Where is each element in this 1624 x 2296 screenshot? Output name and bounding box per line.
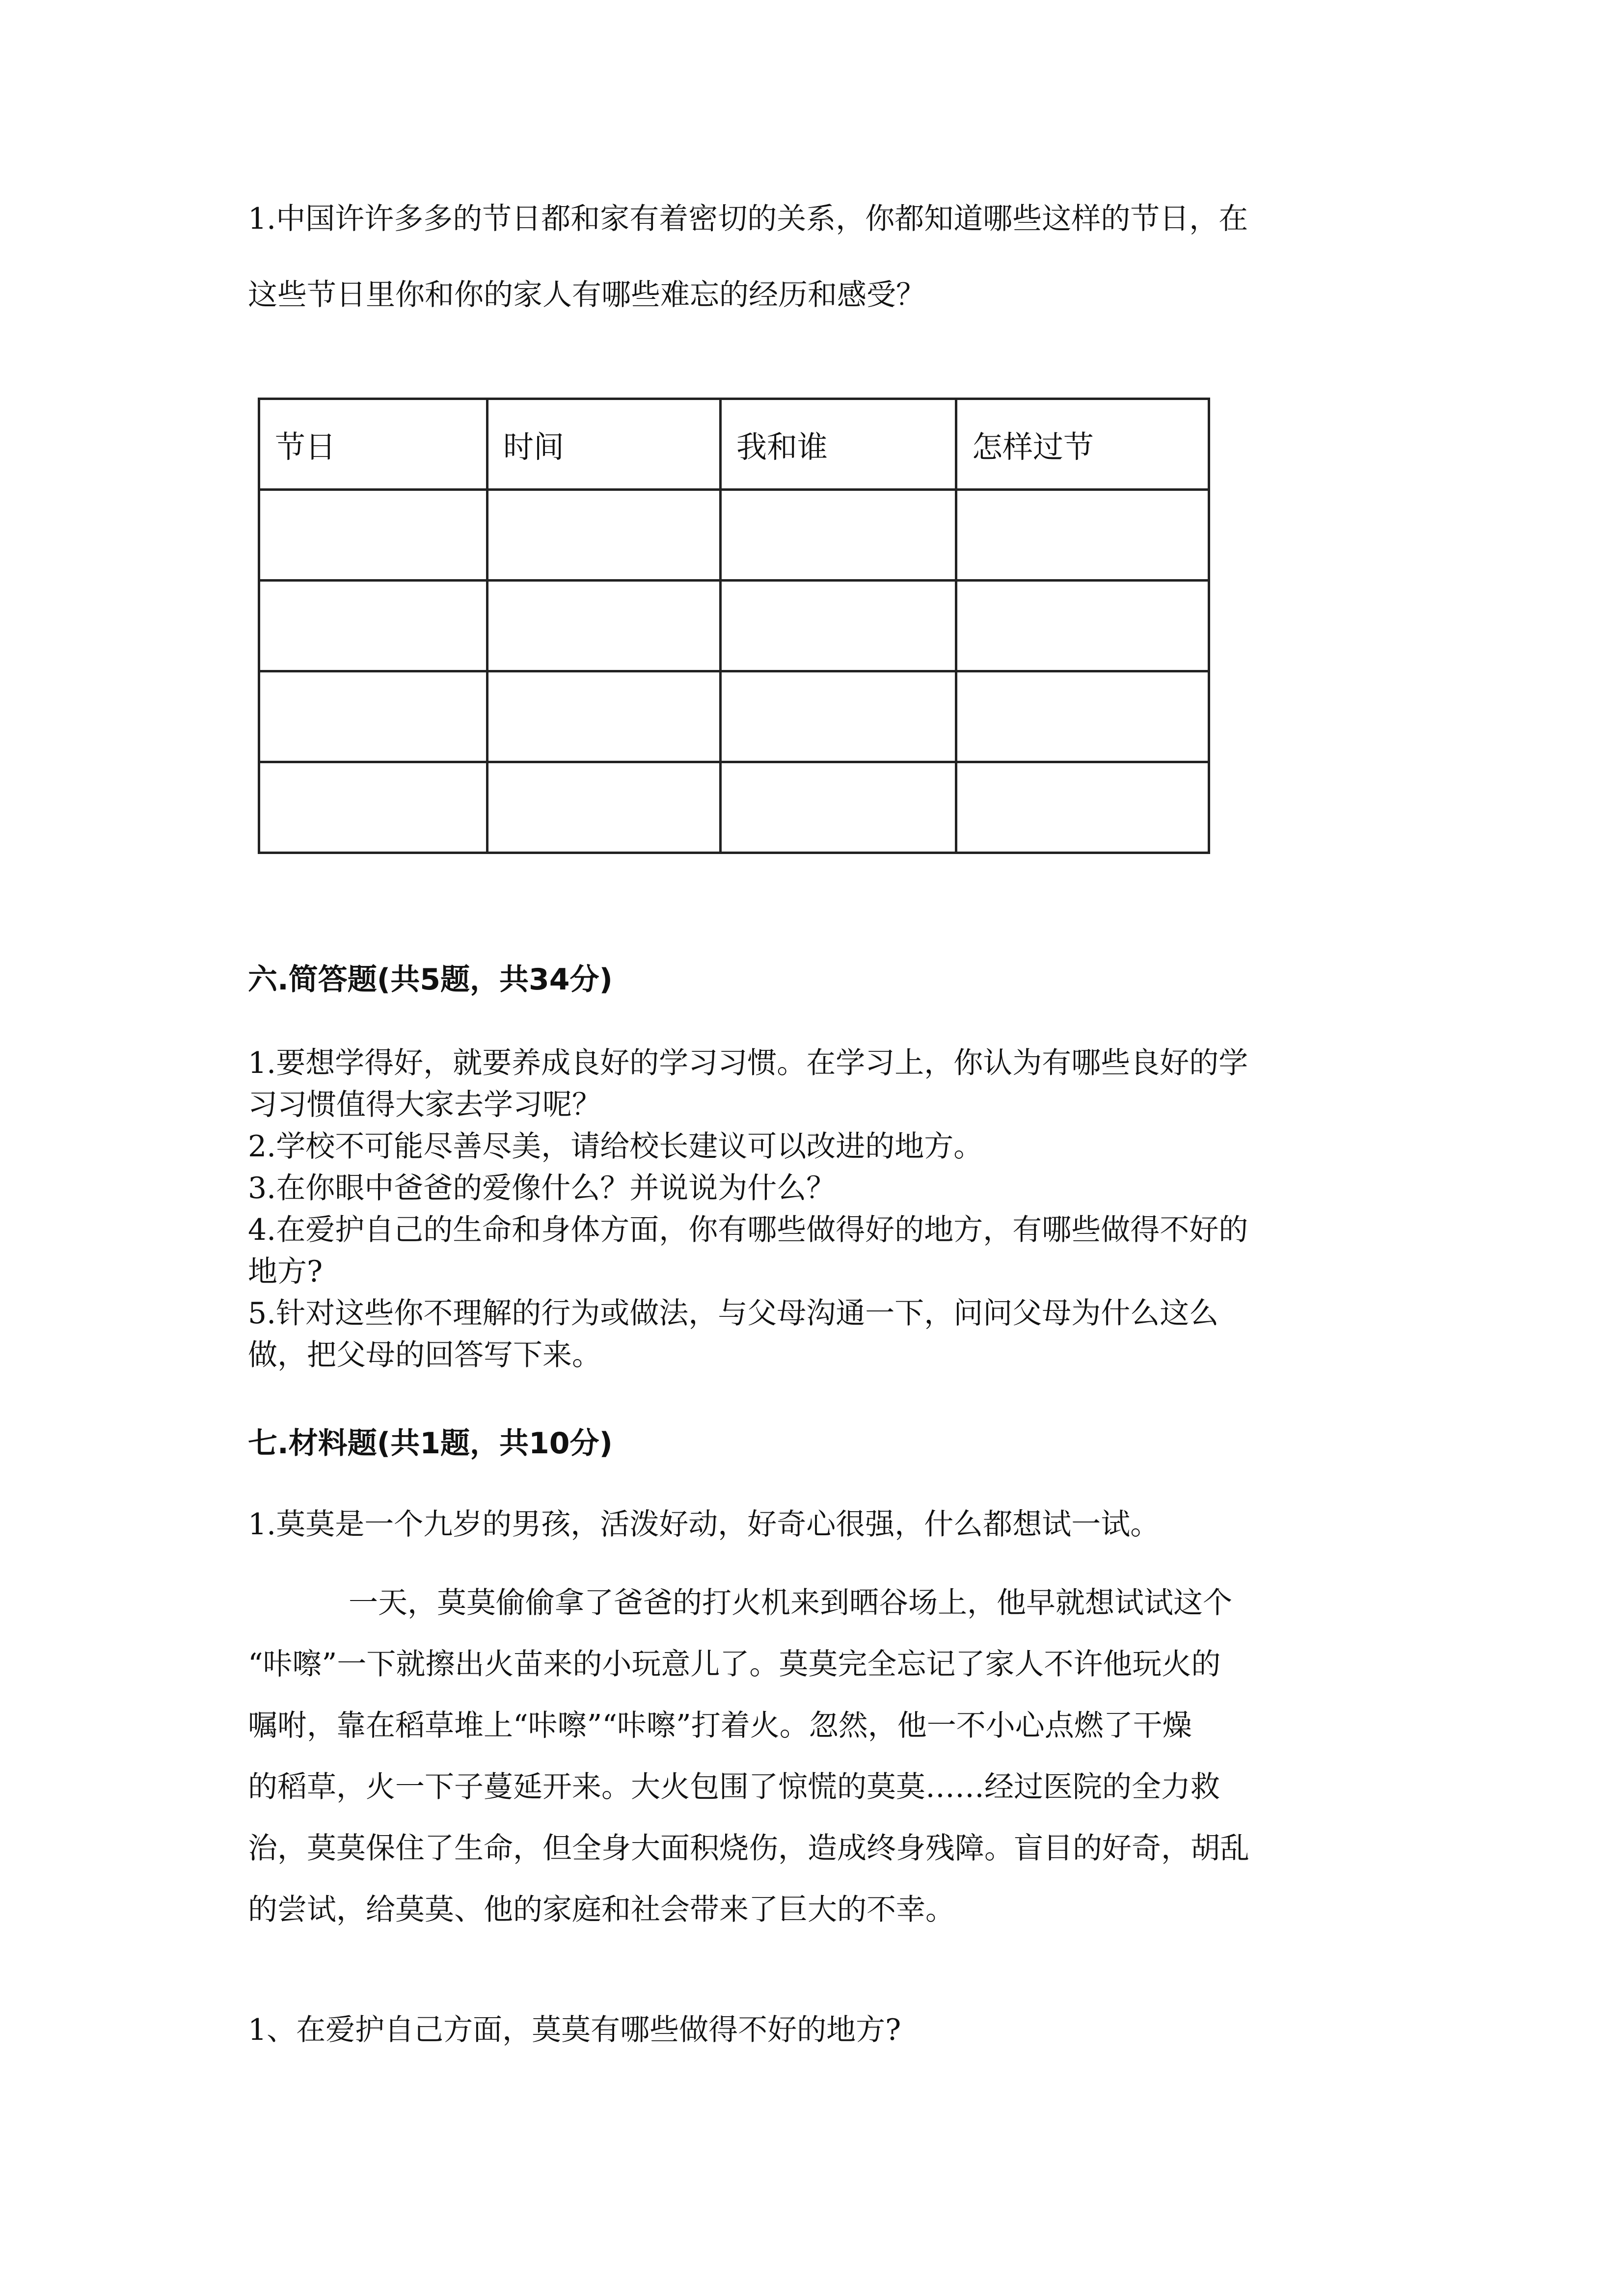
section-6-line: 做，把父母的回答写下来。 <box>248 1338 601 1372</box>
section-6-line: 5.针对这些你不理解的行为或做法，与父母沟通一下，问问父母为什么这么 <box>248 1296 1219 1331</box>
section-6-heading: 六.简答题(共5题，共34分) <box>248 962 613 997</box>
section-6-line: 4.在爱护自己的生命和身体方面，你有哪些做得好的地方，有哪些做得不好的 <box>248 1213 1248 1247</box>
table-cell[interactable] <box>487 490 721 581</box>
passage-line: 治，莫莫保住了生命，但全身大面积烧伤，造成终身残障。盲目的好奇，胡乱 <box>248 1831 1249 1866</box>
section-6-line: 1.要想学得好，就要养成良好的学习习惯。在学习上，你认为有哪些良好的学 <box>248 1046 1248 1080</box>
section-6-line: 2.学校不可能尽善尽美，请给校长建议可以改进的地方。 <box>248 1129 983 1164</box>
table-row <box>259 581 1209 671</box>
table-cell[interactable] <box>259 762 487 853</box>
passage-line: 的尝试，给莫莫、他的家庭和社会带来了巨大的不幸。 <box>248 1893 955 1927</box>
festival-table <box>258 398 1210 854</box>
section-6-line: 地方? <box>248 1255 323 1289</box>
passage-line: “咔嚓”一下就擦出火苗来的小玩意儿了。莫莫完全忘记了家人不许他玩火的 <box>248 1647 1221 1682</box>
section-7-heading: 七.材料题(共1题，共10分) <box>248 1426 613 1461</box>
table-cell[interactable] <box>956 581 1209 671</box>
table-cell[interactable] <box>259 671 487 762</box>
header-cell-how-celebrated: 怎样过节 <box>956 399 1209 490</box>
material-question-intro: 1.莫莫是一个九岁的男孩，活泼好动，好奇心很强，什么都想试一试。 <box>248 1507 1160 1542</box>
table-cell[interactable] <box>721 762 956 853</box>
table-row <box>259 490 1209 581</box>
passage-line: 的稻草，火一下子蔓延开来。大火包围了惊慌的莫莫……经过医院的全力救 <box>248 1770 1220 1804</box>
passage-line: 嘱咐，靠在稻草堆上“咔嚓”“咔嚓”打着火。忽然，他一不小心点燃了干燥 <box>248 1709 1192 1743</box>
header-cell-time: 时间 <box>487 399 721 490</box>
festival-question-line-2: 这些节日里你和你的家人有哪些难忘的经历和感受？ <box>248 278 925 312</box>
table-header-row <box>259 399 1209 490</box>
table-cell[interactable] <box>259 490 487 581</box>
passage-line: 一天，莫莫偷偷拿了爸爸的打火机来到晒谷场上，他早就想试试这个 <box>349 1586 1232 1620</box>
header-cell-festival: 节日 <box>259 399 487 490</box>
table-cell[interactable] <box>487 762 721 853</box>
table-row <box>259 762 1209 853</box>
table-cell[interactable] <box>721 490 956 581</box>
table-row <box>259 671 1209 762</box>
table-cell[interactable] <box>721 671 956 762</box>
header-cell-with-whom: 我和谁 <box>721 399 956 490</box>
table-cell[interactable] <box>956 671 1209 762</box>
table-cell[interactable] <box>956 490 1209 581</box>
material-sub-question: 1、在爱护自己方面，莫莫有哪些做得不好的地方? <box>248 2013 901 2047</box>
table-cell[interactable] <box>721 581 956 671</box>
table-cell[interactable] <box>487 671 721 762</box>
table-cell[interactable] <box>259 581 487 671</box>
festival-question-line-1: 1.中国许许多多的节日都和家有着密切的关系，你都知道哪些这样的节日，在 <box>248 202 1248 236</box>
table-cell[interactable] <box>956 762 1209 853</box>
table-cell[interactable] <box>487 581 721 671</box>
section-6-line: 习习惯值得大家去学习呢？ <box>248 1088 601 1122</box>
section-6-line: 3.在你眼中爸爸的爱像什么？并说说为什么？ <box>248 1171 836 1205</box>
